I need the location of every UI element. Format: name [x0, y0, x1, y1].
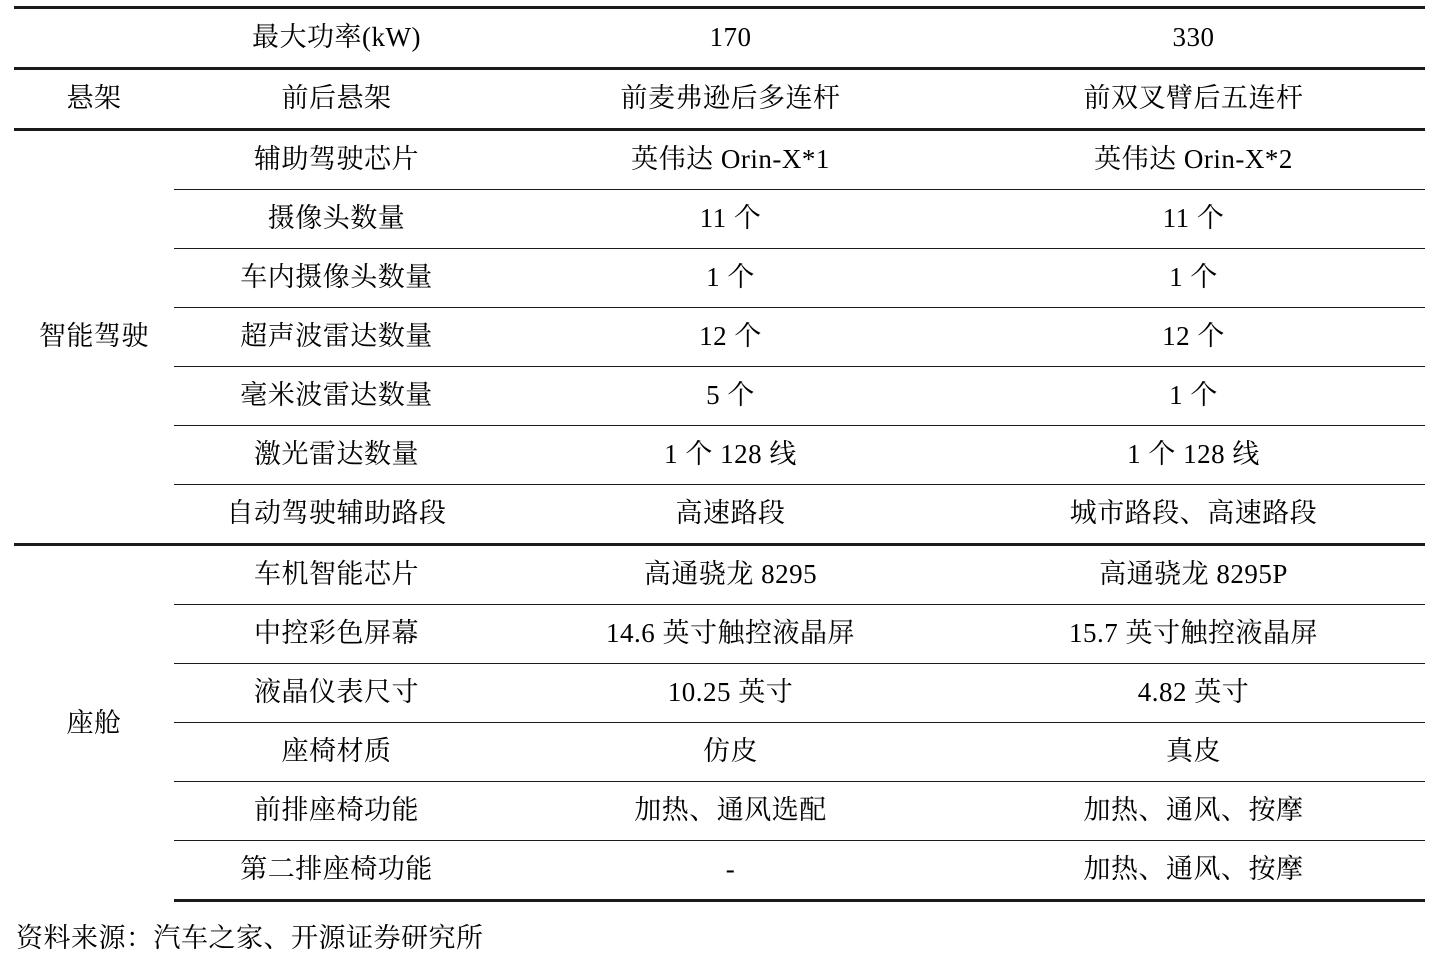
- row-item-label: 车内摄像头数量: [174, 249, 499, 308]
- row-value-2: 1 个: [962, 249, 1425, 308]
- row-group-label: 座舱: [14, 545, 174, 901]
- row-value-1: 5 个: [499, 367, 962, 426]
- row-group-label: [14, 8, 174, 69]
- document-page: [0, 6, 1439, 972]
- row-value-2: 1 个 128 线: [962, 426, 1425, 485]
- source-note: 资料来源：汽车之家、开源证券研究所: [16, 923, 484, 953]
- row-item-label: 辅助驾驶芯片: [174, 130, 499, 190]
- row-value-1: 高速路段: [499, 485, 962, 545]
- row-item-label: 前后悬架: [174, 69, 499, 130]
- table-row: [14, 782, 1425, 841]
- row-value-1: 前麦弗逊后多连杆: [499, 69, 962, 130]
- row-item-label: 中控彩色屏幕: [174, 605, 499, 664]
- table-row: [14, 426, 1425, 485]
- row-value-1: 仿皮: [499, 723, 962, 782]
- row-item-label: 毫米波雷达数量: [174, 367, 499, 426]
- row-value-2: 15.7 英寸触控液晶屏: [962, 605, 1425, 664]
- row-value-1: -: [499, 841, 962, 901]
- table-row: [14, 605, 1425, 664]
- row-value-1: 11 个: [499, 190, 962, 249]
- table-row: [14, 664, 1425, 723]
- table-row: [14, 723, 1425, 782]
- row-value-2: 真皮: [962, 723, 1425, 782]
- row-value-2: 城市路段、高速路段: [962, 485, 1425, 545]
- row-item-label: 摄像头数量: [174, 190, 499, 249]
- row-value-2: 12 个: [962, 308, 1425, 367]
- row-value-1: 加热、通风选配: [499, 782, 962, 841]
- specification-table: [14, 6, 1425, 902]
- row-group-label: 悬架: [14, 69, 174, 130]
- row-value-2: 加热、通风、按摩: [962, 841, 1425, 901]
- row-value-2: 11 个: [962, 190, 1425, 249]
- row-value-1: 14.6 英寸触控液晶屏: [499, 605, 962, 664]
- row-item-label: 前排座椅功能: [174, 782, 499, 841]
- table-row: [14, 130, 1425, 190]
- row-value-1: 高通骁龙 8295: [499, 545, 962, 605]
- row-value-2: 英伟达 Orin-X*2: [962, 130, 1425, 190]
- row-value-2: 前双叉臂后五连杆: [962, 69, 1425, 130]
- row-group-label: 智能驾驶: [14, 130, 174, 545]
- table-row: [14, 308, 1425, 367]
- row-item-label: 车机智能芯片: [174, 545, 499, 605]
- row-value-2: 1 个: [962, 367, 1425, 426]
- row-item-label: 自动驾驶辅助路段: [174, 485, 499, 545]
- row-item-label: 超声波雷达数量: [174, 308, 499, 367]
- table-row: [14, 841, 1425, 901]
- row-item-label: 第二排座椅功能: [174, 841, 499, 901]
- row-item-label: 最大功率(kW): [174, 8, 499, 69]
- table-row: [14, 8, 1425, 69]
- row-value-1: 1 个: [499, 249, 962, 308]
- table-row: [14, 367, 1425, 426]
- row-item-label: 激光雷达数量: [174, 426, 499, 485]
- row-item-label: 座椅材质: [174, 723, 499, 782]
- table-row: [14, 485, 1425, 545]
- row-value-2: 加热、通风、按摩: [962, 782, 1425, 841]
- row-value-2: 4.82 英寸: [962, 664, 1425, 723]
- row-value-1: 英伟达 Orin-X*1: [499, 130, 962, 190]
- row-item-label: 液晶仪表尺寸: [174, 664, 499, 723]
- row-value-1: 170: [499, 8, 962, 69]
- table-row: [14, 69, 1425, 130]
- table-row: [14, 249, 1425, 308]
- row-value-1: 12 个: [499, 308, 962, 367]
- row-value-2: 330: [962, 8, 1425, 69]
- row-value-2: 高通骁龙 8295P: [962, 545, 1425, 605]
- table-row: [14, 545, 1425, 605]
- table-row: [14, 190, 1425, 249]
- row-value-1: 1 个 128 线: [499, 426, 962, 485]
- row-value-1: 10.25 英寸: [499, 664, 962, 723]
